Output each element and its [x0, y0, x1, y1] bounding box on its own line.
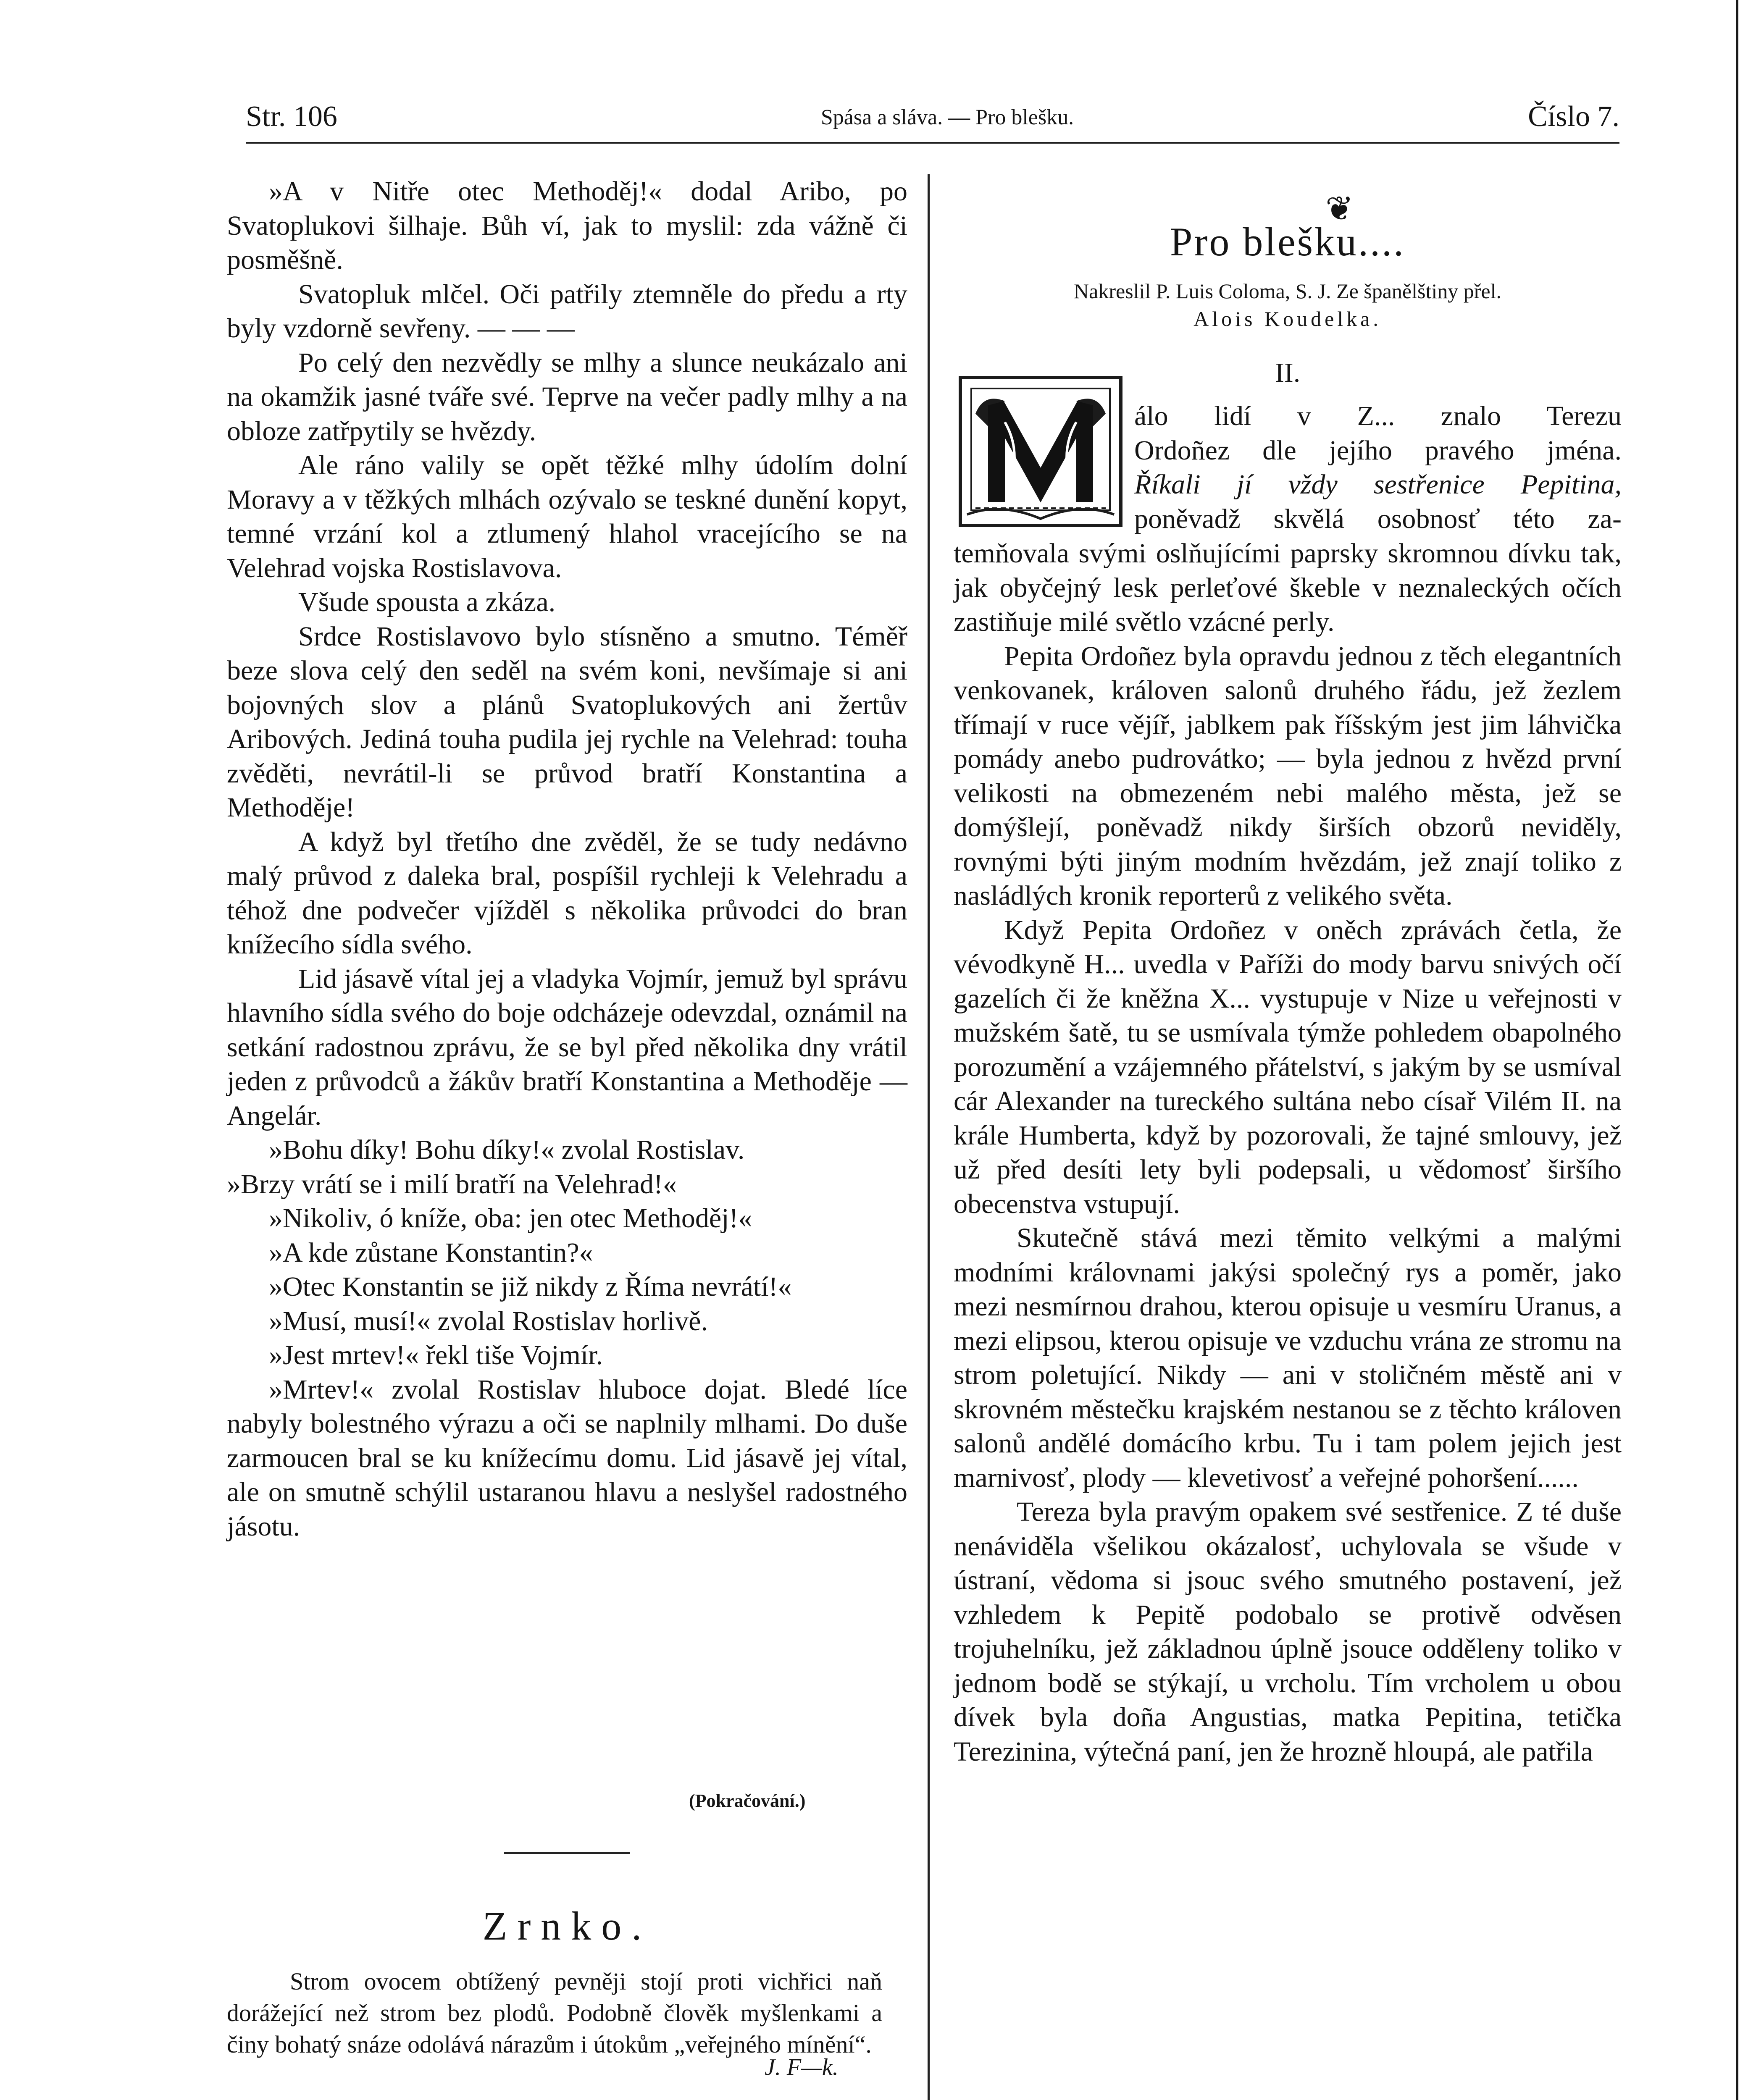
paragraph: Když Pepita Ordoñez v oněch zprávách četla, že vévodkyně H... uvedla v Paříži do mody barvu snivých očí gazelích či že kněžna X... vystupuje v Nize u veřejnosti v mužském šatě, tu se usmívala týmže pohledem obapolného porozumění a vzájemného přátelství, s jakým by se usmíval cár Alexander na tureckého sultána nebo císař Vilém II. na krále Humberta, když by pozorovali, že tajné smlouvy, jež už před desíti lety byli podepsali, u vědomosť širšího obecenstva vstupují. — [954, 914, 1622, 1219]
right-column-text — [954, 536, 1622, 1769]
story-title: Pro blešku.... — [1170, 219, 1405, 264]
zrnko-signature: J. F—k. — [765, 2054, 839, 2080]
byline-line: Alois Koudelka. — [1193, 307, 1382, 331]
paragraph: »Bohu díky! Bohu díky!« zvolal Rostislav. — [269, 1134, 745, 1165]
paragraph: »A kde zůstane Konstantin?« — [269, 1237, 593, 1268]
text-line: álo lidí v Z... znalo Terezu — [1134, 401, 1622, 431]
paragraph: »Nikoliv, ó kníže, oba: jen otec Methoděj!« — [269, 1203, 752, 1234]
paragraph: »Mrtev!« zvolal Rostislav hluboce dojat. Bledé líce nabyly bolestného výrazu a oči se naplnily mlhami. Do duše zarmoucen bral se ku knížecímu domu. Lid jásavě jej vítal, ale on smutně schýlil ustaranou hlavu a neslyšel radostného jásotu. — [227, 1374, 907, 1542]
page-number: Str. 106 — [246, 100, 337, 133]
paragraph: Pepita Ordoñez byla opravdu jednou z těch elegantních venkovanek, královen salonů druhého řádu, jež žezlem třímají v ruce vějíř, jablkem pak říšským jest jim láhvička pomády anebo pudrovátko; — byla jednou z hvězd první velikosti na obmezeném nebi malého města, jež se domýšlejí, poněvadž nikdy širších obzorů neviděly, rovnými býti jiným modním hvězdám, jež znají toliko z nasládlých kronik reporterů z velikého světa. — [954, 640, 1622, 911]
left-column — [227, 174, 907, 1544]
paragraph: Skutečně stává mezi těmito velkými a malými modními královnami jakýsi společný rys a poměr, jako mezi nesmírnou drahou, kterou opisuje u vesmíru Uranus, a mezi elipsou, kterou opisuje ve vzduchu vrána ze stromu na strom poletující. Nikdy — ani v stoličném městě ani v skrovném městečku krajském nestanou se z těchto královen salonů andělé domácího krbu. Tu i tam polem jejich jest marnivosť, plody — klevetivosť a veřejné pohoršení...... — [954, 1223, 1622, 1493]
paragraph: Srdce Rostislavovo bylo stísněno a smutno. Téměř beze slova celý den seděl na svém koni, nevšímaje si ani bojovných slov a plánů Svatoplukových ani žertův Aribových. Jediná touha pudila jej rychle na Velehrad: touha zvěděti, nevrátil-li se průvod bratří Konstantina a Methoděje! — [227, 621, 907, 823]
paragraph: temňovala svými oslňujícími paprsky skromnou dívku tak, jak obyčejný lesk perleťové škeble v neznaleckých očích zastiňuje milé světlo vzácné perly. — [954, 538, 1622, 637]
paragraph: Tereza byla pravým opakem své sestřenice. Z té duše nenáviděla všelikou okázalosť, uchylovala se všude v ústraní, vědoma si jsouc svého smutného postavení, jež vzhledem k Pepitě podobalo se protivě odvěsen trojuhelníku, jež základnou úplně jsouce odděleny toliko v jednom bodě se stýkají, u vrcholu. Tím vrcholem u obou dívek byla doña Angustias, matka Pepitina, tetička Terezinina, výtečná paní, jen že hrozně hloupá, ale patřila — [954, 1496, 1622, 1767]
text-line: Ordoñez dle jejího pravého jména. — [1134, 435, 1622, 466]
initial-lines — [1134, 399, 1622, 536]
continuation-note: (Pokračování.) — [689, 1790, 806, 1811]
paragraph: Po celý den nezvědly se mlhy a slunce neukázalo ani na okamžik jasné tváře své. Teprve na večer padly mlhy a na obloze zatřpytily se hvězdy. — [227, 347, 907, 446]
page-edge-shadow — [1736, 0, 1738, 2100]
zrnko-paragraph: Strom ovocem obtížený pevněji stojí proti vichřici naň dorážející než strom bez plodů. Podobně člověk myšlenkami a činy bohatý snáze odolává nárazům i útokům „veřejného mínění“. — [227, 1968, 882, 2058]
chapter-number: II. — [1275, 357, 1301, 388]
text-line: poněvadž skvělá osobnosť této za- — [1134, 503, 1622, 534]
ornament-icon: ❦ — [1325, 189, 1354, 228]
paragraph: Svatopluk mlčel. Oči patřily ztemněle do předu a rty byly vzdorně sevřeny. — — — — [227, 278, 907, 344]
zrnko-text — [227, 1966, 882, 2060]
issue-number: Číslo 7. — [1528, 100, 1619, 133]
paragraph: Ale ráno valily se opět těžké mlhy údolím dolní Moravy a v těžkých mlhách ozývalo se teskné dunění kopyt, temné vrzání kol a ztlumený hlahol vracejícího se na Velehrad vojska Rostislavova. — [227, 450, 907, 583]
paragraph: »A v Nitře otec Methoděj!« dodal Aribo, po Svatoplukovi šilhaje. Bůh ví, jak to myslil: zda vážně či posměšně. — [227, 176, 907, 275]
byline — [954, 277, 1622, 333]
paragraph: »Brzy vrátí se i milí bratří na Velehrad!« — [227, 1168, 677, 1200]
section-rule — [504, 1852, 630, 1854]
zrnko-title: Zrnko. — [482, 1903, 652, 1948]
paragraph: Lid jásavě vítal jej a vladyka Vojmír, jemuž byl správu hlavního sídla svého do boje odcházeje odevzdal, oznámil na setkání radostnou zprávu, že se byl před několika dny vrátil jeden z průvodců a žákův bratří Konstantina a Methoděje — Angelár. — [227, 963, 907, 1131]
paragraph: »Otec Konstantin se již nikdy z Říma nevrátí!« — [269, 1271, 792, 1302]
running-header — [246, 92, 1619, 144]
byline-line: Nakreslil P. Luis Coloma, S. J. Ze španělštiny přel. — [1074, 279, 1501, 303]
paragraph: Všude spousta a zkáza. — [298, 587, 556, 617]
paragraph: »Musí, musí!« zvolal Rostislav horlivě. — [269, 1305, 708, 1336]
column-divider — [928, 174, 930, 2100]
text-line: Říkali jí vždy sestřenice Pepitina, — [1134, 469, 1622, 500]
initial-letter — [959, 376, 1122, 527]
paragraph: »Jest mrtev!« řekl tiše Vojmír. — [269, 1340, 603, 1370]
paragraph: A když byl třetího dne zvěděl, že se tudy nedávno malý průvod z daleka bral, pospíšil rychleji k Velehradu a téhož dne podvečer vjížděl s několika průvodci do bran knížecího sídla svého. — [227, 826, 907, 960]
running-title: Spása a sláva. — Pro blešku. — [820, 105, 1074, 129]
